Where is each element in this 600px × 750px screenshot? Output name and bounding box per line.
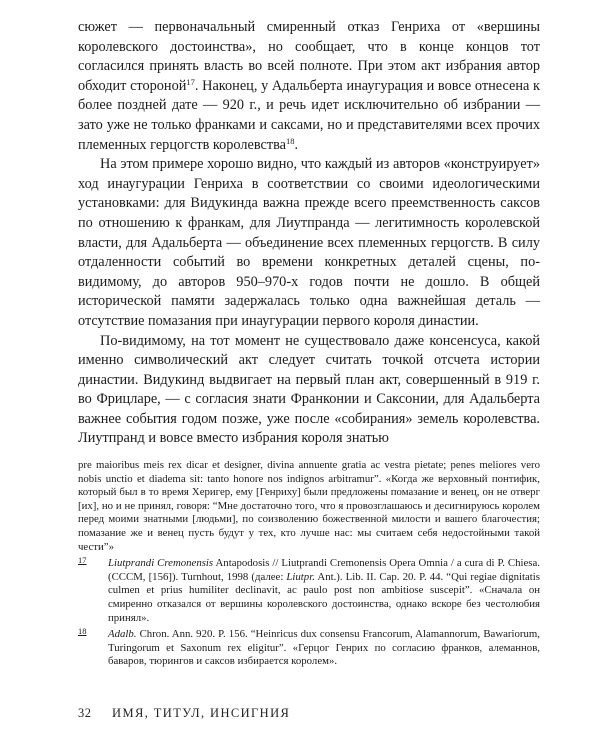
footnote-18: 18 Adalb. Chron. Ann. 920. P. 156. “Heinricus dux consensu Francorum, Alamannorum, Bawariorum, Turingorum et Saxonum rex eligitur”. «Герцог Генрих по согласию франков, алеманнов, баваров, тюрингов и саксов избирается королем». bbox=[78, 626, 540, 668]
paragraph-1-text-a: сюжет — первоначальный смиренный отказ Генриха от «вершины королевского достоинства», но сообщает, что в конце концов тот согласился принять власть во всей полноте. При этом акт избрания автор обходит стороной bbox=[78, 19, 540, 94]
paragraph-3: По-видимому, на тот момент не существовало даже консенсуса, какой именно символический акт следует считать точкой отсчета истории династии. Видукинд выдвигает на первый план акт, совершенный в 919 г. во Фрицларе, — с согласия знати Франконии и Саксонии, для Адальберта важнее события годом позже, уже после «собирания» земель королевства. Лиутпранд и вовсе вместо избрания короля знатью bbox=[78, 332, 540, 447]
footnote-18-author: Adalb. bbox=[108, 628, 137, 641]
running-title: ИМЯ, ТИТУЛ, ИНСИГНИЯ bbox=[112, 706, 291, 720]
footnote-17-text-b: Ant.). Lib. II. Cap. 20. P. 44. “Qui regiae dignitatis culmen et prius humiliter declinavit, ac paulo post non ambitiose suscepit”. «Сначала он смиренно отказался от вершины королевского достоинства, однако вскоре без честолюбия принял». bbox=[108, 570, 540, 624]
footnote-17-abbr: Liutpr. bbox=[286, 570, 315, 583]
paragraph-1 bbox=[78, 18, 540, 155]
main-text bbox=[78, 18, 540, 449]
page-footer bbox=[78, 706, 290, 721]
paragraph-2: На этом примере хорошо видно, что каждый из авторов «конструирует» ход инаугурации Генриха в соответствии со своими идеологическими установками: для Видукинда важна прежде всего преемственность саксов по отношению к франкам, для Лиутпранда — легитимность королевской власти, для Адальберта — объединение всех племенных герцогств. В силу отдаленности событий во времени конкретных деталей сцены, по-видимому, до авторов 950–970-х годов почти не дошло. В общей исторической памяти задержалась только одна важнейшая деталь — отсутствие помазания при инаугурации первого короля династии. bbox=[78, 156, 540, 329]
paragraph-1-text-b: . Наконец, у Адальберта инаугурация и вовсе отнесена к более поздней дате — 920 г., и речь идет исключительно об избрании — зато уже не только франками и саксами, но и представителями всех прочих племенных герцогств королевства bbox=[78, 77, 540, 153]
paragraph-1-text-c: . bbox=[294, 136, 299, 153]
footnote-18-text: Chron. Ann. 920. P. 156. “Heinricus dux consensu Francorum, Alamannorum, Bawariorum, Turingorum et Saxonum rex eligitur”. «Герцог Генрих по согласию франков, алеманнов, баваров, тюрингов и саксов избирается королем». bbox=[108, 628, 540, 668]
footnote-continuation: pre maioribus meis rex dicar et designer, divina annuente gratia ac vestra pietate; penes meliores vero nobis unctio et diadema sit: tanto honore nos indignos arbitramur”. «Когда же верховный понтифик, который был в то время Херигер, ему [Генриху] были предложены помазание и венец, он не отверг [их], но и не принял, говоря: “Мне достаточно того, что я провозглашаюсь и десигнируюсь королем перед моими знатными [людьми], по соизволению божественной милости и вашего благочестия; помазание же и венец пусть будут у тех, кто лучше нас: мы считаем себя недостойными такой чести”» bbox=[78, 459, 540, 553]
page-number: 32 bbox=[78, 706, 92, 720]
footnotes bbox=[78, 459, 540, 669]
page-content bbox=[78, 18, 540, 669]
footnote-17-author: Liutprandi Cremonensis bbox=[108, 557, 214, 570]
footnote-17: 17 Liutprandi Cremonensis Antapodosis // Liutprandi Cremonensis Opera Omnia / a cura di P. Chiesa. (CCCM, [156]). Turnhout, 1998 (далее: Liutpr. Ant.). Lib. II. Cap. 20. P. 44. “Qui regiae dignitatis culmen et prius humiliter declinavit, ac paulo post non ambitiose suscepit”. «Сначала он смиренно отказался от вершины королевского достоинства, однако вскоре без честолюбия принял». bbox=[78, 555, 540, 624]
footnote-17-text-a: Antapodosis // Liutprandi Cremonensis Opera Omnia / a cura di P. Chiesa. (CCCM, [156]). Turnhout, 1998 (далее: bbox=[108, 557, 540, 583]
footnote-ref-17: 17 bbox=[186, 76, 195, 87]
footnote-ref-18: 18 bbox=[286, 135, 295, 146]
